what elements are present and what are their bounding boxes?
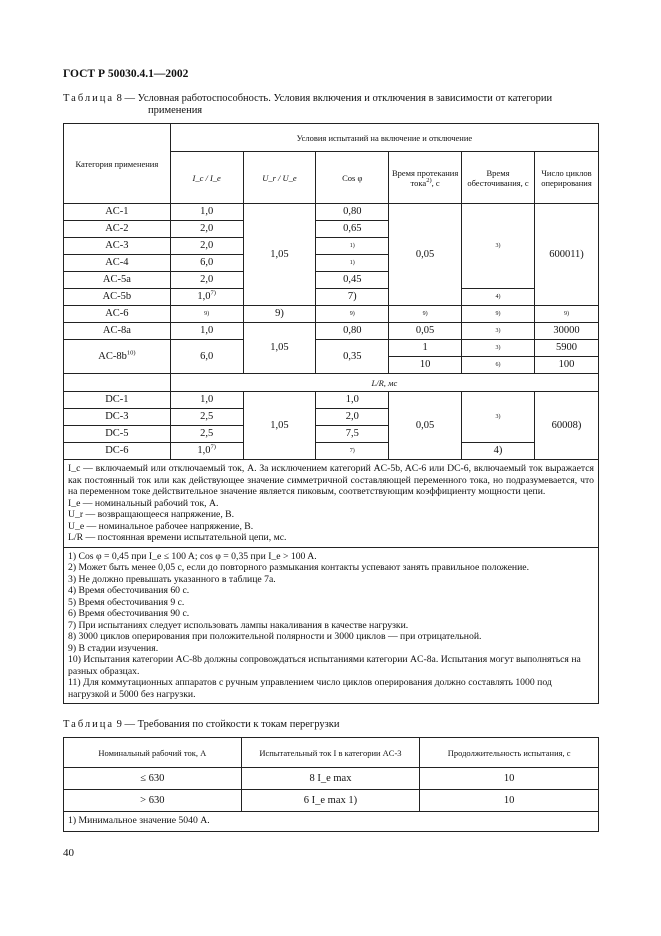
footnote: 3) Не должно превышать указанного в таблице 7а. — [68, 573, 276, 585]
cell-cos: 0,80 — [316, 204, 389, 221]
cell-cos: 0,65 — [316, 221, 389, 238]
table-row — [64, 323, 599, 340]
table9-footnote: 1) Минимальное значение 5040 А. — [64, 812, 599, 832]
cell-time-ac: 0,05 — [389, 204, 462, 306]
def-ic: I_c — включаемый или отключаемый ток, А. За исключением категорий AC-5b, AC-6 или DC-6, включаемый ток выражается как постоянный ток или как действующее значение симметричной составляющей переменного тока, но подразумевается, что на переменном токе действительное значение является пиковым, соответствующим коэффициенту мощности цепи. — [68, 463, 594, 497]
cell-ic: 1,0 — [170, 204, 243, 221]
lr-header: L/R, мс — [170, 374, 598, 392]
cell-ur-ac: 1,05 — [243, 204, 316, 306]
cell-ic: 6,0 — [170, 340, 243, 374]
cell-category: AC-6 — [64, 306, 171, 323]
cell-cos: 7) — [316, 289, 389, 306]
cell-ur: 9) — [243, 306, 316, 323]
col-off-time: Время обесточивания, с — [462, 152, 535, 204]
cell-lr: 2,0 — [316, 409, 389, 426]
cell-lr: 7,5 — [316, 426, 389, 443]
cell-off-ac5b: 4) — [462, 289, 535, 306]
table9-caption-num: 9 — [116, 719, 122, 730]
table-row — [64, 790, 599, 812]
table8 — [63, 123, 599, 704]
footnote: 6) Время обесточивания 90 с. — [68, 608, 190, 619]
cell-cos: 0,45 — [316, 272, 389, 289]
col-duration: Продолжительность испытания, с — [420, 738, 599, 768]
table8-caption-num: 8 — [116, 93, 122, 104]
table9-caption-word: Таблица — [63, 719, 115, 730]
cell-ur-ac8: 1,05 — [243, 323, 316, 374]
table9 — [63, 737, 599, 832]
col-cycles: Число циклов оперирования — [534, 152, 598, 204]
document-header: ГОСТ Р 50030.4.1—2002 — [63, 68, 189, 80]
table-row — [64, 306, 599, 323]
page-number: 40 — [63, 847, 74, 859]
cell-ic: 1,0 — [170, 323, 243, 340]
footnote: 8) 3000 циклов оперирования при положительной полярности и 3000 циклов — при отрицательной. — [68, 631, 482, 642]
cell-off-dc6: 4) — [462, 443, 535, 460]
cell-ic: 6,0 — [170, 255, 243, 272]
cell-category: AC-1 — [64, 204, 171, 221]
cell-test: 8 I_e max — [241, 768, 420, 790]
cell-time-dc: 0,05 — [389, 392, 462, 460]
cell-time: 1 — [389, 340, 462, 357]
cell-cos: 1) — [316, 238, 389, 255]
cell-off: 3) — [462, 340, 535, 357]
def-lr: L/R — постоянная времени испытательной цепи, мс. — [68, 532, 287, 543]
def-ie: I_e — номинальный рабочий ток, А. — [68, 497, 219, 509]
cell-ic: 2,0 — [170, 221, 243, 238]
cell-off-dc: 3) — [462, 392, 535, 443]
cell-ic: 1,0$^{7)}$ — [170, 289, 243, 306]
cell-category: DC-3 — [64, 409, 171, 426]
cell-category: AC-5a — [64, 272, 171, 289]
table-row — [64, 443, 599, 460]
table8-caption — [63, 93, 603, 117]
cell-off-ac: 3) — [462, 204, 535, 289]
cell-cycles: 9) — [534, 306, 598, 323]
cell-ic: 2,0 — [170, 272, 243, 289]
cell-cos: 0,35 — [316, 340, 389, 374]
table-row — [64, 340, 599, 357]
col-conditions: Условия испытаний на включение и отключение — [170, 124, 598, 152]
cell-off: 3) — [462, 323, 535, 340]
table9-caption-text: — Требования по стойкости к токам перегрузки — [124, 719, 340, 730]
table-row — [64, 204, 599, 221]
col-rated-current: Номинальный рабочий ток, А — [64, 738, 242, 768]
footnote: 10) Испытания категории AC-8b должны сопровождаться испытаниями категории AC-8a. Испытания могут выполняться на разных образцах. — [68, 654, 581, 677]
footnote: 2) Может быть менее 0,05 с, если до повторного размыкания контакты успевают занять правильное положение. — [68, 562, 529, 573]
footnote: 5) Время обесточивания 9 с. — [68, 596, 185, 608]
cell-ur-dc: 1,05 — [243, 392, 316, 460]
cell-category: AC-3 — [64, 238, 171, 255]
cell-cos: 1) — [316, 255, 389, 272]
cell-category: $AC-8b^{10)}$ — [64, 340, 171, 374]
table8-footnotes — [64, 547, 599, 704]
cell-cycles: 30000 — [534, 323, 598, 340]
cell-cycles-ac: 600011) — [534, 204, 598, 306]
table8-caption-word: Таблица — [63, 93, 115, 104]
table9-caption — [63, 719, 339, 730]
table8-definitions — [64, 460, 599, 548]
col-cos: Cos φ — [316, 152, 389, 204]
cell-off: 9) — [462, 306, 535, 323]
col-category: Категория применения — [64, 124, 171, 204]
cell-ic: 1,0$^{7)}$ — [170, 443, 243, 460]
table-row — [64, 392, 599, 409]
cell-ic: 2,5 — [170, 426, 243, 443]
cell-duration: 10 — [420, 768, 599, 790]
col-time: Время протекания тока$^{2)}$, с — [389, 152, 462, 204]
footnote: 11) Для коммутационных аппаратов с ручным управлением число циклов оперирования должно составлять 1000 под нагрузкой и 5000 без нагрузки. — [68, 677, 552, 700]
footnote: 9) В стадии изучения. — [68, 642, 159, 654]
cell-current: > 630 — [64, 790, 242, 812]
footnote: 4) Время обесточивания 60 с. — [68, 585, 190, 596]
col-ic-ie: I_c / I_e — [170, 152, 243, 204]
cell-cos: 9) — [316, 306, 389, 323]
cell-lr: 1,0 — [316, 392, 389, 409]
cell-category: AC-4 — [64, 255, 171, 272]
cell-category: AC-5b — [64, 289, 171, 306]
cell-time: 9) — [389, 306, 462, 323]
lr-blank-left — [64, 374, 171, 392]
cell-category: DC-1 — [64, 392, 171, 409]
cell-test: 6 I_e max 1) — [241, 790, 420, 812]
cell-category: DC-6 — [64, 443, 171, 460]
cell-ic: 2,5 — [170, 409, 243, 426]
cell-time: 10 — [389, 357, 462, 374]
cell-cycles: 100 — [534, 357, 598, 374]
footnote: 1) Cos φ = 0,45 при I_e ≤ 100 A; cos φ = 0,35 при I_e > 100 A. — [68, 550, 317, 562]
cell-category: AC-8a — [64, 323, 171, 340]
table-row — [64, 289, 599, 306]
cell-cos: 0,80 — [316, 323, 389, 340]
table8-caption-text2: применения — [148, 105, 203, 116]
cell-cycles: 5900 — [534, 340, 598, 357]
cell-cycles-dc: 60008) — [534, 392, 598, 460]
cell-category: AC-2 — [64, 221, 171, 238]
footnote: 7) При испытаниях следует использовать лампы накаливания в качестве нагрузки. — [68, 619, 409, 631]
cell-current: ≤ 630 — [64, 768, 242, 790]
col-test-current: Испытательный ток I в категории AC-3 — [241, 738, 420, 768]
cell-ic: 2,0 — [170, 238, 243, 255]
col-ur-ue: U_r / U_e — [243, 152, 316, 204]
cell-off: 6) — [462, 357, 535, 374]
cell-ic: 1,0 — [170, 392, 243, 409]
table8-caption-text: — Условная работоспособность. Условия включения и отключения в зависимости от категории — [124, 93, 553, 104]
cell-time: 0,05 — [389, 323, 462, 340]
def-ue: U_e — номинальное рабочее напряжение, В. — [68, 520, 254, 532]
cell-lr: 7) — [316, 443, 389, 460]
cell-ic: 9) — [170, 306, 243, 323]
table-row — [64, 768, 599, 790]
cell-category: DC-5 — [64, 426, 171, 443]
cell-duration: 10 — [420, 790, 599, 812]
def-ur: U_r — возвращающееся напряжение, В. — [68, 509, 235, 520]
